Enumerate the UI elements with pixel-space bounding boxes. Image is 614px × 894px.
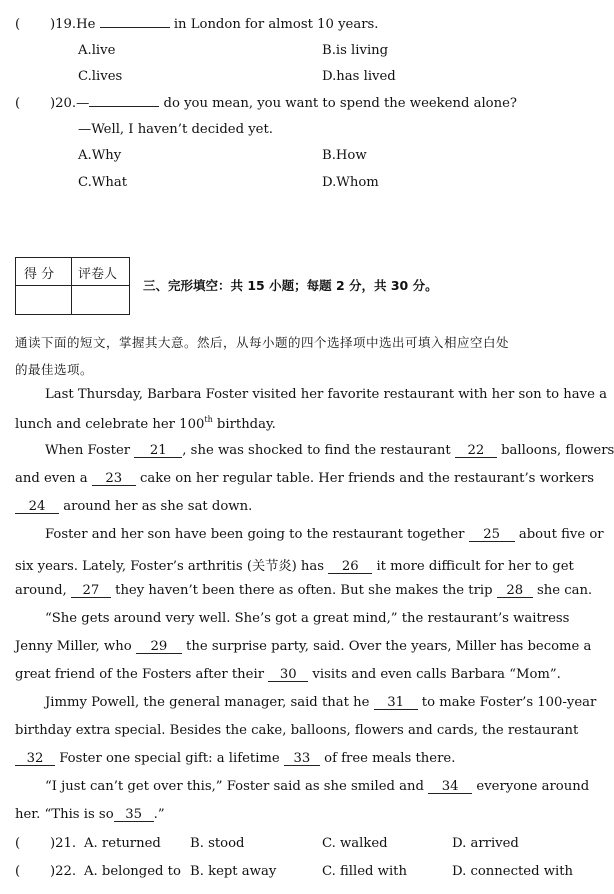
passage-p5-line-2: birthday extra special. Besides the cake, balloons, flowers and cards, the restaurant — [15, 723, 579, 738]
q21-option-b[interactable]: B. stood — [190, 836, 245, 851]
blank-35[interactable]: 35 — [114, 808, 154, 822]
q22-option-a[interactable]: A. belonged to — [84, 864, 181, 879]
q21-option-c[interactable]: C. walked — [322, 836, 388, 851]
passage-p1-ordinal: th — [204, 415, 213, 424]
passage-text: .” — [153, 807, 165, 822]
blank-26[interactable]: 26 — [328, 560, 372, 574]
passage-text: the surprise party, said. Over the years, Miller has become a — [186, 639, 592, 654]
q20-paren: ( — [15, 96, 21, 111]
blank-32[interactable]: 32 — [15, 752, 55, 766]
passage-text: to make Foster’s 100-year — [421, 695, 597, 710]
q20-blank[interactable] — [89, 106, 159, 107]
q19-option-a[interactable]: A.live — [78, 43, 116, 58]
passage-text: it more difficult for her to get — [376, 559, 574, 574]
q21-option-d[interactable]: D. arrived — [452, 836, 519, 851]
passage-p5-line-1 — [45, 695, 596, 710]
passage-text: Foster and her son have been going to the restaurant together — [45, 527, 465, 542]
passage-p6-line-2 — [15, 807, 165, 822]
q20-stem-post: do you mean, you want to spend the weekend alone? — [163, 96, 517, 111]
blank-30[interactable]: 30 — [268, 668, 308, 682]
q19-stem-pre: He — [76, 17, 96, 32]
blank-29[interactable]: 29 — [136, 640, 182, 654]
q19-stem — [50, 17, 378, 32]
passage-p3-line-2 — [15, 555, 574, 574]
q21-paren: ( — [15, 836, 21, 851]
blank-25[interactable]: 25 — [469, 528, 515, 542]
q19-paren: ( — [15, 17, 21, 32]
passage-text: she can. — [536, 583, 593, 598]
q19-option-d[interactable]: D.has lived — [322, 69, 396, 84]
q19-blank[interactable] — [100, 27, 170, 28]
passage-text: Foster one special gift: a lifetime — [59, 751, 280, 766]
passage-p1-line-2 — [15, 415, 276, 432]
passage-text: When Foster — [45, 443, 131, 458]
q21-option-a[interactable]: A. returned — [84, 836, 161, 851]
q22-option-d[interactable]: D. connected with — [452, 864, 574, 879]
q22-option-b[interactable]: B. kept away — [190, 864, 277, 879]
q22-number: )22. — [50, 864, 77, 879]
q21-number: )21. — [50, 836, 77, 851]
q20-reply: —Well, I haven’t decided yet. — [78, 122, 273, 137]
blank-34[interactable]: 34 — [428, 780, 472, 794]
passage-text: of free meals there. — [324, 751, 456, 766]
passage-text: , she was shocked to find the restaurant — [182, 443, 451, 458]
passage-text: great friend of the Fosters after their — [15, 667, 265, 682]
q20-option-a[interactable]: A.Why — [78, 148, 122, 163]
passage-text: about five or — [518, 527, 604, 542]
passage-text: her. “This is so — [15, 807, 114, 822]
passage-p3-line-3 — [15, 583, 592, 598]
score-box — [15, 257, 130, 315]
passage-p3-line-1 — [45, 527, 604, 542]
passage-text: cake on her regular table. Her friends and the restaurant’s workers — [140, 471, 595, 486]
passage-p1-line-1: Last Thursday, Barbara Foster visited her favorite restaurant with her son to have a — [45, 387, 607, 402]
passage-p4-line-2 — [15, 639, 591, 654]
score-box-divider — [71, 258, 72, 314]
blank-21[interactable]: 21 — [134, 444, 182, 458]
q20-stem — [50, 96, 517, 111]
passage-text: Jimmy Powell, the general manager, said that he — [45, 695, 370, 710]
passage-text: they haven’t been there as often. But she makes the trip — [115, 583, 493, 598]
blank-27[interactable]: 27 — [71, 584, 111, 598]
blank-28[interactable]: 28 — [497, 584, 533, 598]
instructions-line-1: 通读下面的短文，掌握其大意。然后，从每小题的四个选择项中选出可填入相应空白处 — [15, 335, 510, 350]
score-box-row-divider — [16, 285, 129, 286]
q22-option-c[interactable]: C. filled with — [322, 864, 407, 879]
passage-p5-line-3 — [15, 751, 455, 766]
passage-p2-line-1 — [45, 443, 614, 458]
passage-p4-line-1: “She gets around very well. She’s got a great mind,” the restaurant’s waitress — [45, 611, 570, 626]
passage-text: balloons, flowers — [501, 443, 614, 458]
q20-option-d[interactable]: D.Whom — [322, 175, 379, 190]
passage-p4-line-3 — [15, 667, 561, 682]
blank-24[interactable]: 24 — [15, 500, 59, 514]
section-title: 三、完形填空：共 15 小题；每题 2 分，共 30 分。 — [143, 278, 438, 293]
blank-31[interactable]: 31 — [374, 696, 418, 710]
blank-22[interactable]: 22 — [455, 444, 497, 458]
passage-p2-line-3 — [15, 499, 252, 514]
blank-33[interactable]: 33 — [284, 752, 320, 766]
q20-number: )20. — [50, 96, 77, 111]
passage-text: everyone around — [476, 779, 590, 794]
passage-p6-line-1 — [45, 779, 589, 794]
grader-label: 评卷人 — [78, 267, 118, 282]
q20-option-c[interactable]: C.What — [78, 175, 128, 190]
q22-paren: ( — [15, 864, 21, 879]
passage-text: visits and even calls Barbara “Mom”. — [312, 667, 561, 682]
q19-option-c[interactable]: C.lives — [78, 69, 123, 84]
passage-p2-line-2 — [15, 471, 594, 486]
passage-text: around her as she sat down. — [63, 499, 253, 514]
blank-23[interactable]: 23 — [92, 472, 136, 486]
passage-p1-text: lunch and celebrate her 100 — [15, 417, 205, 432]
q19-option-b[interactable]: B.is living — [322, 43, 389, 58]
q19-number: )19. — [50, 17, 77, 32]
passage-text: around, — [15, 583, 67, 598]
passage-text: and even a — [15, 471, 88, 486]
passage-text: six years. Lately, Foster’s arthritis (关节炎) has — [15, 559, 325, 574]
passage-text: Jenny Miller, who — [15, 639, 132, 654]
instructions-line-2: 的最佳选项。 — [15, 362, 94, 377]
q20-stem-pre: — — [76, 96, 90, 111]
q20-option-b[interactable]: B.How — [322, 148, 367, 163]
passage-p1-text-end: birthday. — [212, 417, 276, 432]
q19-stem-post: in London for almost 10 years. — [173, 17, 379, 32]
passage-text: “I just can’t get over this,” Foster said as she smiled and — [45, 779, 424, 794]
score-label: 得 分 — [24, 267, 55, 282]
